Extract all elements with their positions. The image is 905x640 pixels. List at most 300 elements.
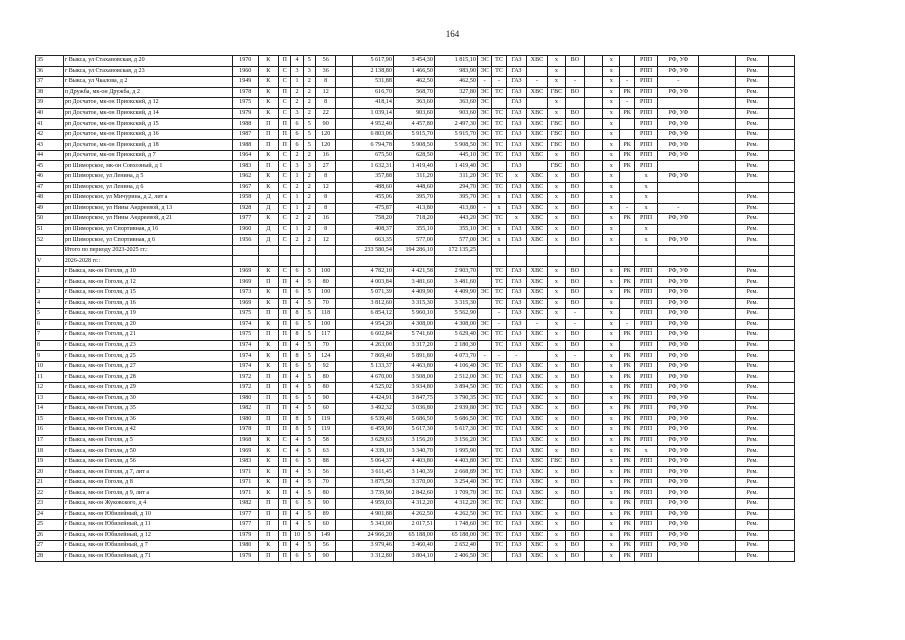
- table-cell: 36: [36, 66, 64, 77]
- table-cell: ГАЗ: [506, 77, 527, 88]
- table-cell: ХВС: [527, 309, 548, 320]
- table-cell: РФ, УФ: [658, 467, 699, 478]
- table-cell: [492, 256, 506, 267]
- table-cell: Рем.: [736, 456, 769, 467]
- table-cell: г Выкса, мк-он Гоголя, д 16: [63, 298, 232, 309]
- table-cell: [336, 161, 352, 172]
- table-cell: [769, 119, 795, 130]
- table-cell: г Выкса, ул Стахановская, д 20: [63, 56, 232, 67]
- table-cell: ГАЗ: [506, 182, 527, 193]
- table-cell: 70: [315, 298, 336, 309]
- table-cell: ГАЗ: [506, 277, 527, 288]
- table-cell: х: [547, 351, 565, 362]
- table-cell: 172 135,25: [434, 245, 477, 256]
- table-cell: 3 312,80: [352, 551, 393, 562]
- table-cell: РК: [620, 498, 634, 509]
- table-cell: 17: [36, 435, 64, 446]
- table-cell: ТС: [492, 456, 506, 467]
- table-row: [36, 488, 795, 499]
- table-cell: [566, 245, 584, 256]
- table-cell: РФ, УФ: [658, 520, 699, 531]
- table-cell: РФ, УФ: [658, 298, 699, 309]
- table-cell: [232, 256, 258, 267]
- table-cell: ЭС: [477, 224, 491, 235]
- table-cell: 2 497,30: [434, 119, 477, 130]
- table-cell: 49: [36, 203, 64, 214]
- table-cell: ТС: [492, 214, 506, 225]
- table-cell: РПП: [634, 456, 658, 467]
- table-cell: К: [258, 77, 279, 88]
- table-cell: 6: [291, 393, 303, 404]
- table-cell: 47: [36, 182, 64, 193]
- table-cell: [584, 77, 602, 88]
- table-cell: х: [547, 56, 565, 67]
- table-cell: 462,50: [434, 77, 477, 88]
- table-cell: [477, 245, 491, 256]
- table-cell: ТС: [492, 119, 506, 130]
- table-cell: 2 939,80: [434, 404, 477, 415]
- table-cell: х: [603, 404, 620, 415]
- table-cell: [336, 435, 352, 446]
- table-cell: ГАЗ: [506, 414, 527, 425]
- table-cell: х: [547, 425, 565, 436]
- table-cell: 4 403,80: [393, 456, 434, 467]
- table-cell: РФ, УФ: [658, 66, 699, 77]
- table-cell: [699, 414, 736, 425]
- table-cell: 5 562,90: [434, 309, 477, 320]
- table-cell: 6: [291, 119, 303, 130]
- table-cell: П: [258, 520, 279, 531]
- table-cell: РПП: [634, 108, 658, 119]
- table-cell: РФ, УФ: [658, 404, 699, 415]
- table-cell: [620, 340, 634, 351]
- table-cell: 5: [303, 140, 315, 151]
- table-cell: ВО: [566, 446, 584, 457]
- table-cell: 60: [315, 404, 336, 415]
- table-cell: П: [258, 393, 279, 404]
- table-cell: [232, 245, 258, 256]
- table-cell: [584, 235, 602, 246]
- table-cell: ГАЗ: [506, 319, 527, 330]
- table-cell: 16: [315, 150, 336, 161]
- table-cell: РФ, УФ: [658, 498, 699, 509]
- table-cell: 3 460,40: [393, 541, 434, 552]
- table-cell: П: [279, 541, 291, 552]
- table-cell: ЭС: [477, 66, 491, 77]
- table-cell: [634, 256, 658, 267]
- table-cell: ЭС: [477, 425, 491, 436]
- table-cell: 18: [36, 446, 64, 457]
- table-cell: г Выкса, мк-он Гоголя, д 50: [63, 446, 232, 457]
- table-cell: [527, 351, 548, 362]
- table-cell: х: [547, 172, 565, 183]
- table-cell: 6 854,12: [352, 309, 393, 320]
- table-row: [36, 520, 795, 531]
- table-cell: 2: [303, 235, 315, 246]
- table-cell: 2: [303, 172, 315, 183]
- table-cell: 5 686,50: [393, 414, 434, 425]
- table-cell: РПП: [634, 372, 658, 383]
- table-cell: г Выкса, мк-он Гоголя, д 8: [63, 477, 232, 488]
- table-cell: 12: [36, 382, 64, 393]
- table-cell: РПП: [634, 340, 658, 351]
- table-cell: -: [620, 77, 634, 88]
- table-cell: ВО: [566, 382, 584, 393]
- table-cell: ТС: [492, 129, 506, 140]
- table-cell: [584, 150, 602, 161]
- table-cell: РПП: [634, 467, 658, 478]
- table-cell: 3 315,30: [434, 298, 477, 309]
- table-cell: [336, 498, 352, 509]
- table-cell: РФ, УФ: [658, 414, 699, 425]
- table-cell: РК: [620, 541, 634, 552]
- table-cell: х: [603, 509, 620, 520]
- table-cell: [699, 224, 736, 235]
- table-cell: 4: [291, 467, 303, 478]
- table-cell: 8: [291, 425, 303, 436]
- table-cell: [769, 488, 795, 499]
- table-cell: [658, 245, 699, 256]
- table-cell: 1962: [232, 172, 258, 183]
- table-cell: 90: [315, 119, 336, 130]
- table-cell: [699, 129, 736, 140]
- table-cell: 3 492,32: [352, 404, 393, 415]
- table-cell: [769, 467, 795, 478]
- table-cell: К: [258, 456, 279, 467]
- table-cell: [699, 277, 736, 288]
- table-cell: [658, 256, 699, 267]
- table-row: [36, 98, 795, 109]
- table-cell: ЭС: [477, 551, 491, 562]
- table-cell: РФ, УФ: [658, 56, 699, 67]
- table-cell: г Выкса, ул Чкалова, д 2: [63, 77, 232, 88]
- table-cell: РПП: [634, 87, 658, 98]
- table-cell: х: [547, 66, 565, 77]
- table-cell: ТС: [492, 182, 506, 193]
- table-row: [36, 224, 795, 235]
- table-cell: -: [527, 77, 548, 88]
- table-cell: 4 073,70: [434, 351, 477, 362]
- table-row: [36, 172, 795, 183]
- table-cell: ХВС: [527, 393, 548, 404]
- table-cell: х: [603, 56, 620, 67]
- table-cell: 12: [315, 182, 336, 193]
- table-cell: 89: [315, 509, 336, 520]
- table-row: [36, 182, 795, 193]
- table-cell: 43: [36, 140, 64, 151]
- table-cell: х: [603, 140, 620, 151]
- table-row: [36, 256, 795, 267]
- table-cell: 5: [303, 435, 315, 446]
- table-cell: х: [603, 172, 620, 183]
- table-cell: К: [258, 150, 279, 161]
- table-cell: [492, 98, 506, 109]
- table-cell: 5 741,60: [393, 330, 434, 341]
- table-cell: ЭС: [477, 150, 491, 161]
- table-cell: [699, 520, 736, 531]
- table-cell: 363,60: [393, 98, 434, 109]
- table-cell: ХВС: [527, 446, 548, 457]
- table-cell: -: [492, 77, 506, 88]
- table-cell: [477, 309, 491, 320]
- table-cell: С: [279, 172, 291, 183]
- table-cell: 5 908,50: [434, 140, 477, 151]
- table-cell: [566, 256, 584, 267]
- table-cell: [303, 245, 315, 256]
- table-cell: ГВС: [547, 119, 565, 130]
- table-cell: -: [527, 319, 548, 330]
- table-cell: ТС: [492, 340, 506, 351]
- table-cell: [527, 245, 548, 256]
- table-cell: ВО: [566, 340, 584, 351]
- table-cell: 92: [315, 361, 336, 372]
- table-cell: 24 966,20: [352, 530, 393, 541]
- table-cell: х: [547, 477, 565, 488]
- table-cell: [658, 193, 699, 204]
- table-cell: ГАЗ: [506, 372, 527, 383]
- table-cell: 8: [315, 77, 336, 88]
- table-cell: 5 617,30: [393, 425, 434, 436]
- table-cell: ХВС: [527, 56, 548, 67]
- table-cell: 19: [36, 456, 64, 467]
- table-cell: 6: [291, 319, 303, 330]
- table-cell: РФ, УФ: [658, 446, 699, 457]
- table-cell: [336, 77, 352, 88]
- table-cell: П: [279, 488, 291, 499]
- table-cell: 6 539,48: [352, 414, 393, 425]
- table-cell: [336, 235, 352, 246]
- table-cell: 5 629,40: [434, 330, 477, 341]
- table-cell: 2: [303, 108, 315, 119]
- table-cell: П: [258, 309, 279, 320]
- table-cell: 80: [315, 382, 336, 393]
- table-cell: РПП: [634, 404, 658, 415]
- table-cell: х: [547, 488, 565, 499]
- table-cell: г Выкса, мк-он Гоголя, д 23: [63, 340, 232, 351]
- table-cell: [769, 509, 795, 520]
- table-cell: [336, 425, 352, 436]
- table-cell: 445,10: [434, 150, 477, 161]
- table-cell: [584, 182, 602, 193]
- table-cell: ТС: [492, 520, 506, 531]
- table-cell: х: [547, 530, 565, 541]
- table-cell: РК: [620, 372, 634, 383]
- table-cell: ГАЗ: [506, 425, 527, 436]
- table-cell: 100: [315, 266, 336, 277]
- table-cell: -: [566, 77, 584, 88]
- table-cell: 2 842,60: [393, 488, 434, 499]
- table-cell: Рем.: [736, 161, 769, 172]
- table-cell: РК: [620, 393, 634, 404]
- table-cell: 475,87: [352, 203, 393, 214]
- table-cell: [699, 404, 736, 415]
- housing-table: [35, 55, 795, 562]
- table-cell: 2 017,51: [393, 520, 434, 531]
- table-cell: [336, 414, 352, 425]
- table-cell: Итого по периоду 2023-2025 гг.:: [63, 245, 232, 256]
- table-cell: РФ, УФ: [658, 319, 699, 330]
- table-cell: 1974: [232, 361, 258, 372]
- table-cell: [620, 256, 634, 267]
- table-cell: ЭС: [477, 129, 491, 140]
- table-cell: ЭС: [477, 414, 491, 425]
- table-cell: рп Шиморское, мк-он Совхозный, д 1: [63, 161, 232, 172]
- table-row: [36, 404, 795, 415]
- table-cell: ХВС: [527, 224, 548, 235]
- table-cell: [620, 119, 634, 130]
- table-cell: П: [279, 520, 291, 531]
- table-cell: [336, 382, 352, 393]
- table-cell: х: [547, 108, 565, 119]
- table-cell: [336, 298, 352, 309]
- table-cell: [769, 77, 795, 88]
- table-cell: ГВС: [547, 456, 565, 467]
- table-cell: РФ, УФ: [658, 119, 699, 130]
- table-cell: [769, 150, 795, 161]
- table-cell: [584, 172, 602, 183]
- table-cell: 5: [36, 309, 64, 320]
- table-cell: ХВС: [527, 382, 548, 393]
- table-cell: [527, 98, 548, 109]
- table-cell: 3 370,00: [393, 477, 434, 488]
- table-cell: 120: [315, 140, 336, 151]
- table-cell: Рем.: [736, 551, 769, 562]
- table-cell: 3 156,20: [434, 435, 477, 446]
- table-cell: РФ, УФ: [658, 87, 699, 98]
- table-cell: РК: [620, 330, 634, 341]
- table-cell: х: [547, 319, 565, 330]
- table-cell: [769, 351, 795, 362]
- table-cell: 4 308,00: [434, 319, 477, 330]
- table-cell: [566, 98, 584, 109]
- table-cell: [336, 119, 352, 130]
- table-cell: РК: [620, 361, 634, 372]
- table-cell: Рем.: [736, 404, 769, 415]
- table-cell: РПП: [634, 488, 658, 499]
- table-cell: РК: [620, 551, 634, 562]
- table-cell: РФ, УФ: [658, 235, 699, 246]
- table-cell: РФ, УФ: [658, 140, 699, 151]
- table-cell: РФ, УФ: [658, 393, 699, 404]
- table-cell: 4: [291, 56, 303, 67]
- table-cell: х: [603, 150, 620, 161]
- table-cell: 38: [36, 87, 64, 98]
- table-cell: 5: [303, 298, 315, 309]
- table-cell: 2: [303, 224, 315, 235]
- table-cell: [699, 435, 736, 446]
- table-cell: [769, 361, 795, 372]
- table-cell: ВО: [566, 509, 584, 520]
- table-cell: [620, 224, 634, 235]
- table-cell: [584, 56, 602, 67]
- table-cell: ГАЗ: [506, 435, 527, 446]
- table-cell: РПП: [634, 266, 658, 277]
- table-cell: ГАЗ: [506, 56, 527, 67]
- table-cell: х: [547, 182, 565, 193]
- table-cell: С: [279, 77, 291, 88]
- table-cell: ТС: [492, 477, 506, 488]
- table-cell: [699, 319, 736, 330]
- table-row: [36, 298, 795, 309]
- table-cell: г Выкса, мк-он Гоголя, д 21: [63, 330, 232, 341]
- table-cell: [584, 161, 602, 172]
- table-cell: [699, 172, 736, 183]
- table-cell: 5 891,80: [393, 351, 434, 362]
- table-cell: х: [603, 193, 620, 204]
- table-cell: -: [477, 77, 491, 88]
- table-row: [36, 351, 795, 362]
- table-row: [36, 245, 795, 256]
- table-cell: -: [477, 351, 491, 362]
- table-cell: [699, 193, 736, 204]
- table-cell: Рем.: [736, 509, 769, 520]
- table-cell: ГАЗ: [506, 235, 527, 246]
- table-cell: 3: [303, 66, 315, 77]
- table-cell: ТС: [492, 277, 506, 288]
- table-cell: х: [547, 446, 565, 457]
- table-row: [36, 435, 795, 446]
- table-cell: РПП: [634, 277, 658, 288]
- table-cell: 60: [315, 520, 336, 531]
- table-cell: ГАЗ: [506, 509, 527, 520]
- table-cell: Рем.: [736, 203, 769, 214]
- table-cell: РК: [620, 404, 634, 415]
- table-cell: 4: [291, 404, 303, 415]
- table-cell: 8: [315, 172, 336, 183]
- table-cell: -: [620, 203, 634, 214]
- table-cell: 4 308,00: [393, 319, 434, 330]
- table-row: [36, 309, 795, 320]
- table-cell: 3: [291, 161, 303, 172]
- table-cell: V: [36, 256, 64, 267]
- table-cell: х: [603, 330, 620, 341]
- table-cell: х: [603, 446, 620, 457]
- table-cell: ГАЗ: [506, 150, 527, 161]
- table-cell: [584, 298, 602, 309]
- table-cell: 25: [36, 520, 64, 531]
- table-cell: 90: [315, 498, 336, 509]
- table-cell: РК: [620, 446, 634, 457]
- table-cell: г Выкса, мк-он Юбилейный, д 7: [63, 541, 232, 552]
- table-cell: 408,37: [352, 224, 393, 235]
- table-cell: 2: [303, 77, 315, 88]
- table-cell: х: [547, 372, 565, 383]
- table-cell: РК: [620, 435, 634, 446]
- table-cell: [769, 456, 795, 467]
- table-cell: РФ, УФ: [658, 488, 699, 499]
- table-cell: П: [279, 361, 291, 372]
- table-cell: [434, 256, 477, 267]
- table-cell: х: [603, 551, 620, 562]
- table-cell: х: [547, 266, 565, 277]
- table-cell: ВО: [566, 530, 584, 541]
- table-cell: 1974: [232, 319, 258, 330]
- table-cell: [492, 551, 506, 562]
- table-cell: 6: [291, 129, 303, 140]
- table-cell: [584, 140, 602, 151]
- table-cell: [769, 340, 795, 351]
- table-cell: 6 794,78: [352, 140, 393, 151]
- table-cell: г Выкса, мк-он Юбилейный, д 71: [63, 551, 232, 562]
- table-cell: ГАЗ: [506, 361, 527, 372]
- table-cell: [527, 66, 548, 77]
- table-cell: Рем.: [736, 108, 769, 119]
- table-cell: 1971: [232, 488, 258, 499]
- table-cell: х: [603, 161, 620, 172]
- table-row: [36, 382, 795, 393]
- table-cell: 6: [36, 319, 64, 330]
- table-cell: х: [547, 277, 565, 288]
